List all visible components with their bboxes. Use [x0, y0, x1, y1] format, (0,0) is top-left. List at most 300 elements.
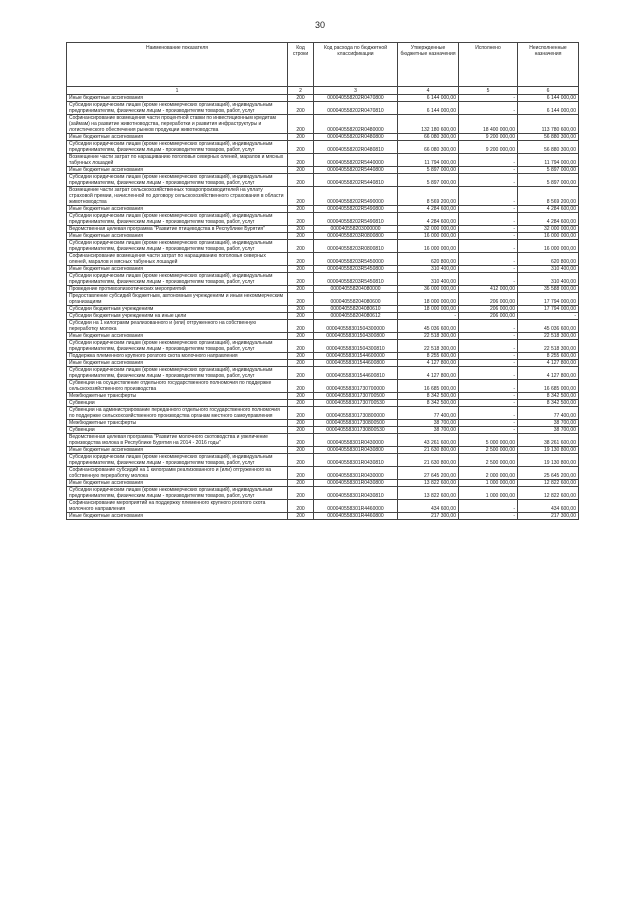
- row-code: 200: [288, 480, 314, 487]
- row-code: 200: [288, 467, 314, 480]
- row-unexecuted: 56 880 300,00: [518, 134, 579, 141]
- table-row: [67, 320, 579, 333]
- index-cell: 6: [518, 87, 579, 95]
- table-row: [67, 447, 579, 454]
- row-approved: 16 000 000,00: [398, 233, 459, 240]
- row-approved: 8 342 500,00: [398, 393, 459, 400]
- row-approved: 8 255 600,00: [398, 353, 459, 360]
- row-unexecuted: 16 000 000,00: [518, 240, 579, 253]
- row-kbk: 000040558203R5450800: [314, 266, 398, 273]
- row-name: Межбюджетные трансферты: [67, 393, 288, 400]
- row-approved: 45 036 600,00: [398, 320, 459, 333]
- table-row: [67, 273, 579, 286]
- table-row: [67, 340, 579, 353]
- row-unexecuted: 77 400,00: [518, 407, 579, 420]
- row-name: Субсидии юридическим лицам (кроме некоммерческих организаций), индивидуальным предпринимателям, физическим лицам - производителям товаров, работ, услуг: [67, 454, 288, 467]
- row-unexecuted: 16 000 000,00: [518, 233, 579, 240]
- row-kbk: 000040558301504300000: [314, 320, 398, 333]
- row-kbk: 000040558202R0470800: [314, 95, 398, 102]
- row-executed: -: [459, 407, 518, 420]
- row-name: Субсидии юридическим лицам (кроме некоммерческих организаций), индивидуальным предпринимателям, физическим лицам - производителям товаров, работ, услуг: [67, 213, 288, 226]
- table-row: [67, 286, 579, 293]
- row-kbk: 000040558204080610: [314, 306, 398, 313]
- row-executed: 2 000 000,00: [459, 467, 518, 480]
- row-code: 200: [288, 487, 314, 500]
- row-name: Ведомственная целевая программа "Развитие птицеводства в Республике Бурятия": [67, 226, 288, 233]
- row-code: 200: [288, 253, 314, 266]
- table-row: [67, 102, 579, 115]
- row-code: 200: [288, 240, 314, 253]
- row-unexecuted: 19 130 800,00: [518, 447, 579, 454]
- row-executed: -: [459, 95, 518, 102]
- row-approved: 66 080 300,00: [398, 141, 459, 154]
- table-row: [67, 233, 579, 240]
- row-kbk: 000040558204080000: [314, 286, 398, 293]
- row-unexecuted: 620 800,00: [518, 253, 579, 266]
- row-kbk: 000040558203R5450810: [314, 273, 398, 286]
- row-executed: -: [459, 154, 518, 167]
- row-approved: 310 400,00: [398, 266, 459, 273]
- row-unexecuted: 22 518 300,00: [518, 340, 579, 353]
- row-executed: 206 000,00: [459, 293, 518, 306]
- row-approved: 38 700,00: [398, 427, 459, 434]
- row-name: Иные бюджетные ассигнования: [67, 360, 288, 367]
- row-approved: 4 127 800,00: [398, 360, 459, 367]
- row-name: Софинансирование возмещения части процентной ставки по инвестиционным кредитам (займам) на развитие животноводства, переработки и развития инфраструктуры и логистического обеспечения рынков продукции животноводства: [67, 115, 288, 134]
- row-name: Субвенции на администрирование переданного отдельного государственного полномочия по поддержке сельскохозяйственного производства органам местного самоуправления: [67, 407, 288, 420]
- table-row: [67, 367, 579, 380]
- row-executed: -: [459, 420, 518, 427]
- row-name: Иные бюджетные ассигнования: [67, 233, 288, 240]
- row-kbk: 000040558301544600800: [314, 360, 398, 367]
- table-row: [67, 454, 579, 467]
- row-executed: 18 400 000,00: [459, 115, 518, 134]
- row-code: 200: [288, 95, 314, 102]
- report-body: [67, 95, 579, 520]
- row-kbk: 000040558202R0480800: [314, 134, 398, 141]
- row-unexecuted: 8 342 500,00: [518, 393, 579, 400]
- row-code: 200: [288, 167, 314, 174]
- table-row: [67, 187, 579, 206]
- row-code: 200: [288, 154, 314, 167]
- row-approved: 8 342 500,00: [398, 400, 459, 407]
- row-kbk: 000040558203R0800810: [314, 240, 398, 253]
- table-row: [67, 393, 579, 400]
- table-row: [67, 134, 579, 141]
- row-executed: -: [459, 273, 518, 286]
- row-approved: 4 284 600,00: [398, 206, 459, 213]
- row-unexecuted: 8 342 500,00: [518, 400, 579, 407]
- row-code: 200: [288, 141, 314, 154]
- row-name: Субсидии юридическим лицам (кроме некоммерческих организаций), индивидуальным предпринимателям, физическим лицам - производителям товаров, работ, услуг: [67, 174, 288, 187]
- row-kbk: 000040558301R4460000: [314, 500, 398, 513]
- table-row: [67, 115, 579, 134]
- row-executed: -: [459, 266, 518, 273]
- row-executed: -: [459, 333, 518, 340]
- row-executed: -: [459, 320, 518, 333]
- row-unexecuted: 22 518 300,00: [518, 333, 579, 340]
- row-name: Иные бюджетные ассигнования: [67, 206, 288, 213]
- row-kbk: 000040558204080612: [314, 313, 398, 320]
- row-code: 200: [288, 513, 314, 520]
- row-kbk: 000040558301R0430810: [314, 487, 398, 500]
- row-kbk: 000040558204080600: [314, 293, 398, 306]
- row-executed: -: [459, 367, 518, 380]
- row-approved: 36 000 000,00: [398, 286, 459, 293]
- row-unexecuted: 38 261 600,00: [518, 434, 579, 447]
- row-executed: -: [459, 427, 518, 434]
- table-row: [67, 500, 579, 513]
- row-name: Иные бюджетные ассигнования: [67, 333, 288, 340]
- row-code: 200: [288, 427, 314, 434]
- row-approved: 16 685 000,00: [398, 380, 459, 393]
- row-executed: -: [459, 233, 518, 240]
- row-approved: 13 822 600,00: [398, 487, 459, 500]
- row-executed: -: [459, 500, 518, 513]
- row-name: Субвенции на осуществление отдельного государственного полномочия по поддержке сельскохозяйственного производства: [67, 380, 288, 393]
- table-row: [67, 266, 579, 273]
- row-code: 200: [288, 134, 314, 141]
- row-executed: -: [459, 174, 518, 187]
- table-row: [67, 240, 579, 253]
- row-executed: 206 000,00: [459, 306, 518, 313]
- row-kbk: 000040558301R0430000: [314, 467, 398, 480]
- row-approved: 77 400,00: [398, 407, 459, 420]
- row-code: 200: [288, 407, 314, 420]
- row-kbk: 000040558202R5440810: [314, 174, 398, 187]
- row-approved: 5 897 000,00: [398, 174, 459, 187]
- row-unexecuted: 38 700,00: [518, 420, 579, 427]
- row-name: Субсидии юридическим лицам (кроме некоммерческих организаций), индивидуальным предпринимателям, физическим лицам - производителям товаров, работ, услуг: [67, 487, 288, 500]
- row-executed: -: [459, 226, 518, 233]
- row-approved: 32 000 000,00: [398, 226, 459, 233]
- row-approved: 8 569 200,00: [398, 187, 459, 206]
- row-approved: 434 600,00: [398, 500, 459, 513]
- row-code: 200: [288, 454, 314, 467]
- row-unexecuted: 17 794 000,00: [518, 306, 579, 313]
- row-kbk: 000040558301544600000: [314, 353, 398, 360]
- row-approved: 620 800,00: [398, 253, 459, 266]
- table-row: [67, 407, 579, 420]
- table-row: [67, 420, 579, 427]
- row-kbk: 000040558301R4460800: [314, 513, 398, 520]
- row-name: Возмещение части затрат сельскохозяйственных товаропроизводителей на уплату страховой премии, начисленной по договору сельскохозяйственного страхования в области животноводства: [67, 187, 288, 206]
- row-name: Иные бюджетные ассигнования: [67, 95, 288, 102]
- row-name: Субсидии юридическим лицам (кроме некоммерческих организаций), индивидуальным предпринимателям, физическим лицам - производителям товаров, работ, услуг: [67, 367, 288, 380]
- row-unexecuted: 217 300,00: [518, 513, 579, 520]
- table-row: [67, 434, 579, 447]
- row-unexecuted: 25 645 200,00: [518, 467, 579, 480]
- header-approved: Утвержденные бюджетные назначения: [398, 43, 459, 87]
- row-code: 200: [288, 434, 314, 447]
- table-row: [67, 306, 579, 313]
- row-name: Проведение противоэпизоотических мероприятий: [67, 286, 288, 293]
- row-code: 200: [288, 187, 314, 206]
- row-kbk: 000040558301504300810: [314, 340, 398, 353]
- row-unexecuted: 32 000 000,00: [518, 226, 579, 233]
- row-kbk: 000040558301730700000: [314, 380, 398, 393]
- row-approved: 38 700,00: [398, 420, 459, 427]
- row-executed: -: [459, 380, 518, 393]
- table-row: [67, 427, 579, 434]
- row-unexecuted: 38 700,00: [518, 427, 579, 434]
- index-row: [67, 87, 579, 95]
- row-executed: 5 000 000,00: [459, 434, 518, 447]
- row-code: 200: [288, 447, 314, 454]
- row-kbk: 000040558301544600810: [314, 367, 398, 380]
- row-kbk: 000040558301R0430000: [314, 434, 398, 447]
- row-unexecuted: 310 400,00: [518, 273, 579, 286]
- row-approved: 18 000 000,00: [398, 293, 459, 306]
- row-approved: -: [398, 313, 459, 320]
- row-name: Субсидии бюджетным учреждениям на иные цели: [67, 313, 288, 320]
- row-kbk: 000040558202R0480810: [314, 141, 398, 154]
- row-name: Ведомственная целевая программа "Развитие молочного скотоводства и увеличение производства молока в Республике Бурятия на 2014 - 2016 годы": [67, 434, 288, 447]
- row-name: Субсидии юридическим лицам (кроме некоммерческих организаций), индивидуальным предпринимателям, физическим лицам - производителям товаров, работ, услуг: [67, 240, 288, 253]
- row-code: 200: [288, 420, 314, 427]
- row-unexecuted: 11 794 000,00: [518, 154, 579, 167]
- row-code: 200: [288, 174, 314, 187]
- index-cell: 5: [459, 87, 518, 95]
- table-row: [67, 467, 579, 480]
- row-executed: -: [459, 187, 518, 206]
- row-code: 200: [288, 226, 314, 233]
- row-kbk: 000040558202R5440000: [314, 154, 398, 167]
- row-kbk: 000040558202R0480000: [314, 115, 398, 134]
- row-name: Субсидии бюджетным учреждениям: [67, 306, 288, 313]
- row-code: 200: [288, 320, 314, 333]
- row-unexecuted: 4 127 800,00: [518, 360, 579, 367]
- row-kbk: 000040558301730700530: [314, 400, 398, 407]
- row-executed: 1 000 000,00: [459, 487, 518, 500]
- table-row: [67, 400, 579, 407]
- row-executed: -: [459, 393, 518, 400]
- row-executed: 206 000,00: [459, 313, 518, 320]
- header-name: Наименование показателя: [67, 43, 288, 87]
- row-approved: 4 284 600,00: [398, 213, 459, 226]
- row-executed: -: [459, 253, 518, 266]
- row-name: Субсидии на 1 килограмм реализованного и (или) отгруженного на собственную переработку молока: [67, 320, 288, 333]
- row-approved: 4 127 800,00: [398, 367, 459, 380]
- row-code: 200: [288, 340, 314, 353]
- header-unexecuted: Неисполненные назначения: [518, 43, 579, 87]
- row-executed: -: [459, 240, 518, 253]
- row-approved: 217 300,00: [398, 513, 459, 520]
- row-code: 200: [288, 380, 314, 393]
- page-number: 30: [314, 20, 325, 30]
- table-row: [67, 353, 579, 360]
- row-approved: 43 261 600,00: [398, 434, 459, 447]
- row-approved: 21 630 800,00: [398, 454, 459, 467]
- row-unexecuted: 17 794 000,00: [518, 293, 579, 306]
- row-name: Субсидии юридическим лицам (кроме некоммерческих организаций), индивидуальным предпринимателям, физическим лицам - производителям товаров, работ, услуг: [67, 102, 288, 115]
- row-code: 200: [288, 500, 314, 513]
- row-unexecuted: -: [518, 313, 579, 320]
- row-name: Межбюджетные трансферты: [67, 420, 288, 427]
- row-unexecuted: 4 284 600,00: [518, 206, 579, 213]
- row-executed: -: [459, 102, 518, 115]
- row-executed: 9 200 000,00: [459, 141, 518, 154]
- row-unexecuted: 8 255 600,00: [518, 353, 579, 360]
- row-unexecuted: 4 127 800,00: [518, 367, 579, 380]
- row-kbk: 000040558301730800500: [314, 420, 398, 427]
- row-name: Софинансирование субсидий на 1 килограмм реализованного и (или) отгруженного на собственную переработку молока: [67, 467, 288, 480]
- row-unexecuted: 12 822 600,00: [518, 487, 579, 500]
- row-approved: 6 144 000,00: [398, 95, 459, 102]
- row-code: 200: [288, 360, 314, 367]
- row-approved: 11 794 000,00: [398, 154, 459, 167]
- row-name: Иные бюджетные ассигнования: [67, 266, 288, 273]
- header-code: Код строки: [288, 43, 314, 87]
- table-row: [67, 154, 579, 167]
- row-unexecuted: 6 144 000,00: [518, 102, 579, 115]
- row-name: Субвенции: [67, 400, 288, 407]
- row-unexecuted: 6 144 000,00: [518, 95, 579, 102]
- row-kbk: 000040558202R5490800: [314, 206, 398, 213]
- row-unexecuted: 45 036 600,00: [518, 320, 579, 333]
- row-kbk: 000040558202R5440800: [314, 167, 398, 174]
- row-approved: 18 000 000,00: [398, 306, 459, 313]
- row-code: 200: [288, 286, 314, 293]
- table-row: [67, 141, 579, 154]
- row-name: Субвенции: [67, 427, 288, 434]
- row-unexecuted: 19 130 800,00: [518, 454, 579, 467]
- table-row: [67, 480, 579, 487]
- row-approved: 310 400,00: [398, 273, 459, 286]
- table-row: [67, 380, 579, 393]
- row-kbk: 000040558202R5490000: [314, 187, 398, 206]
- row-name: Софинансирование мероприятий на поддержку племенного крупного рогатого скота молочного направления: [67, 500, 288, 513]
- row-name: Иные бюджетные ассигнования: [67, 513, 288, 520]
- row-code: 200: [288, 206, 314, 213]
- table-row: [67, 293, 579, 306]
- row-name: Иные бюджетные ассигнования: [67, 134, 288, 141]
- header-kbk: Код расхода по бюджетной классификации: [314, 43, 398, 87]
- row-kbk: 000040558203R5450000: [314, 253, 398, 266]
- row-code: 200: [288, 273, 314, 286]
- row-executed: -: [459, 353, 518, 360]
- row-unexecuted: 16 685 000,00: [518, 380, 579, 393]
- row-code: 200: [288, 115, 314, 134]
- row-kbk: 000040558301R0430800: [314, 447, 398, 454]
- row-executed: 2 500 000,00: [459, 447, 518, 454]
- table-row: [67, 174, 579, 187]
- row-executed: -: [459, 206, 518, 213]
- row-executed: -: [459, 360, 518, 367]
- row-approved: 22 518 300,00: [398, 340, 459, 353]
- row-approved: 13 822 600,00: [398, 480, 459, 487]
- row-unexecuted: 8 569 200,00: [518, 187, 579, 206]
- row-code: 200: [288, 266, 314, 273]
- row-code: 200: [288, 213, 314, 226]
- row-name: Субсидии юридическим лицам (кроме некоммерческих организаций), индивидуальным предпринимателям, физическим лицам - производителям товаров, работ, услуг: [67, 141, 288, 154]
- index-cell: 4: [398, 87, 459, 95]
- row-unexecuted: 12 822 600,00: [518, 480, 579, 487]
- row-executed: 9 200 000,00: [459, 134, 518, 141]
- row-name: Поддержка племенного крупного рогатого скота молочного направления: [67, 353, 288, 360]
- row-name: Субсидии юридическим лицам (кроме некоммерческих организаций), индивидуальным предпринимателям, физическим лицам - производителям товаров, работ, услуг: [67, 340, 288, 353]
- row-name: Иные бюджетные ассигнования: [67, 480, 288, 487]
- row-executed: 2 500 000,00: [459, 454, 518, 467]
- row-unexecuted: 310 400,00: [518, 266, 579, 273]
- row-code: 200: [288, 353, 314, 360]
- row-kbk: 000040558301730800530: [314, 427, 398, 434]
- table-row: [67, 253, 579, 266]
- row-approved: 16 000 000,00: [398, 240, 459, 253]
- row-approved: 66 080 300,00: [398, 134, 459, 141]
- row-unexecuted: 5 897 000,00: [518, 167, 579, 174]
- table-row: [67, 360, 579, 367]
- table-row: [67, 213, 579, 226]
- row-approved: 22 518 300,00: [398, 333, 459, 340]
- row-kbk: 000040558203000000: [314, 226, 398, 233]
- row-unexecuted: 434 600,00: [518, 500, 579, 513]
- row-code: 200: [288, 306, 314, 313]
- row-name: Иные бюджетные ассигнования: [67, 447, 288, 454]
- index-cell: 3: [314, 87, 398, 95]
- row-kbk: 000040558202R5490810: [314, 213, 398, 226]
- index-cell: 1: [67, 87, 288, 95]
- table-row: [67, 167, 579, 174]
- row-kbk: 000040558301R0430800: [314, 480, 398, 487]
- row-executed: 1 000 000,00: [459, 480, 518, 487]
- row-approved: 21 630 800,00: [398, 447, 459, 454]
- row-unexecuted: 56 880 300,00: [518, 141, 579, 154]
- table-row: [67, 226, 579, 233]
- budget-report-table: [66, 42, 579, 520]
- row-kbk: 000040558301730700500: [314, 393, 398, 400]
- row-executed: 412 000,00: [459, 286, 518, 293]
- table-row: [67, 95, 579, 102]
- row-code: 200: [288, 293, 314, 306]
- row-code: 200: [288, 393, 314, 400]
- row-name: Иные бюджетные ассигнования: [67, 167, 288, 174]
- header-executed: Исполнено: [459, 43, 518, 87]
- row-unexecuted: 113 780 600,00: [518, 115, 579, 134]
- row-name: Предоставление субсидий бюджетным, автономным учреждениям и иным некоммерческим организациям: [67, 293, 288, 306]
- table-row: [67, 333, 579, 340]
- row-approved: 5 897 000,00: [398, 167, 459, 174]
- row-kbk: 000040558301730800000: [314, 407, 398, 420]
- table-row: [67, 513, 579, 520]
- row-kbk: 000040558301504300800: [314, 333, 398, 340]
- row-code: 200: [288, 333, 314, 340]
- row-executed: -: [459, 340, 518, 353]
- table-row: [67, 313, 579, 320]
- header-row: [67, 43, 579, 87]
- row-code: 200: [288, 102, 314, 115]
- row-unexecuted: 4 284 600,00: [518, 213, 579, 226]
- row-unexecuted: 5 897 000,00: [518, 174, 579, 187]
- index-cell: 2: [288, 87, 314, 95]
- row-kbk: 000040558202R0470810: [314, 102, 398, 115]
- row-approved: 27 645 200,00: [398, 467, 459, 480]
- row-name: Софинансирование возмещения части затрат по наращиванию поголовья северных оленей, маралов и мясных табунных лошадей: [67, 253, 288, 266]
- row-code: 200: [288, 233, 314, 240]
- row-executed: -: [459, 513, 518, 520]
- row-code: 200: [288, 400, 314, 407]
- row-code: 200: [288, 367, 314, 380]
- row-kbk: 000040558301R0430810: [314, 454, 398, 467]
- row-approved: 132 180 600,00: [398, 115, 459, 134]
- row-executed: -: [459, 400, 518, 407]
- row-executed: -: [459, 167, 518, 174]
- row-name: Субсидии юридическим лицам (кроме некоммерческих организаций), индивидуальным предпринимателям, физическим лицам - производителям товаров, работ, услуг: [67, 273, 288, 286]
- table-row: [67, 206, 579, 213]
- row-code: 200: [288, 313, 314, 320]
- row-name: Возмещение части затрат по наращиванию поголовья северных оленей, маралов и мясных табунных лошадей: [67, 154, 288, 167]
- row-executed: -: [459, 213, 518, 226]
